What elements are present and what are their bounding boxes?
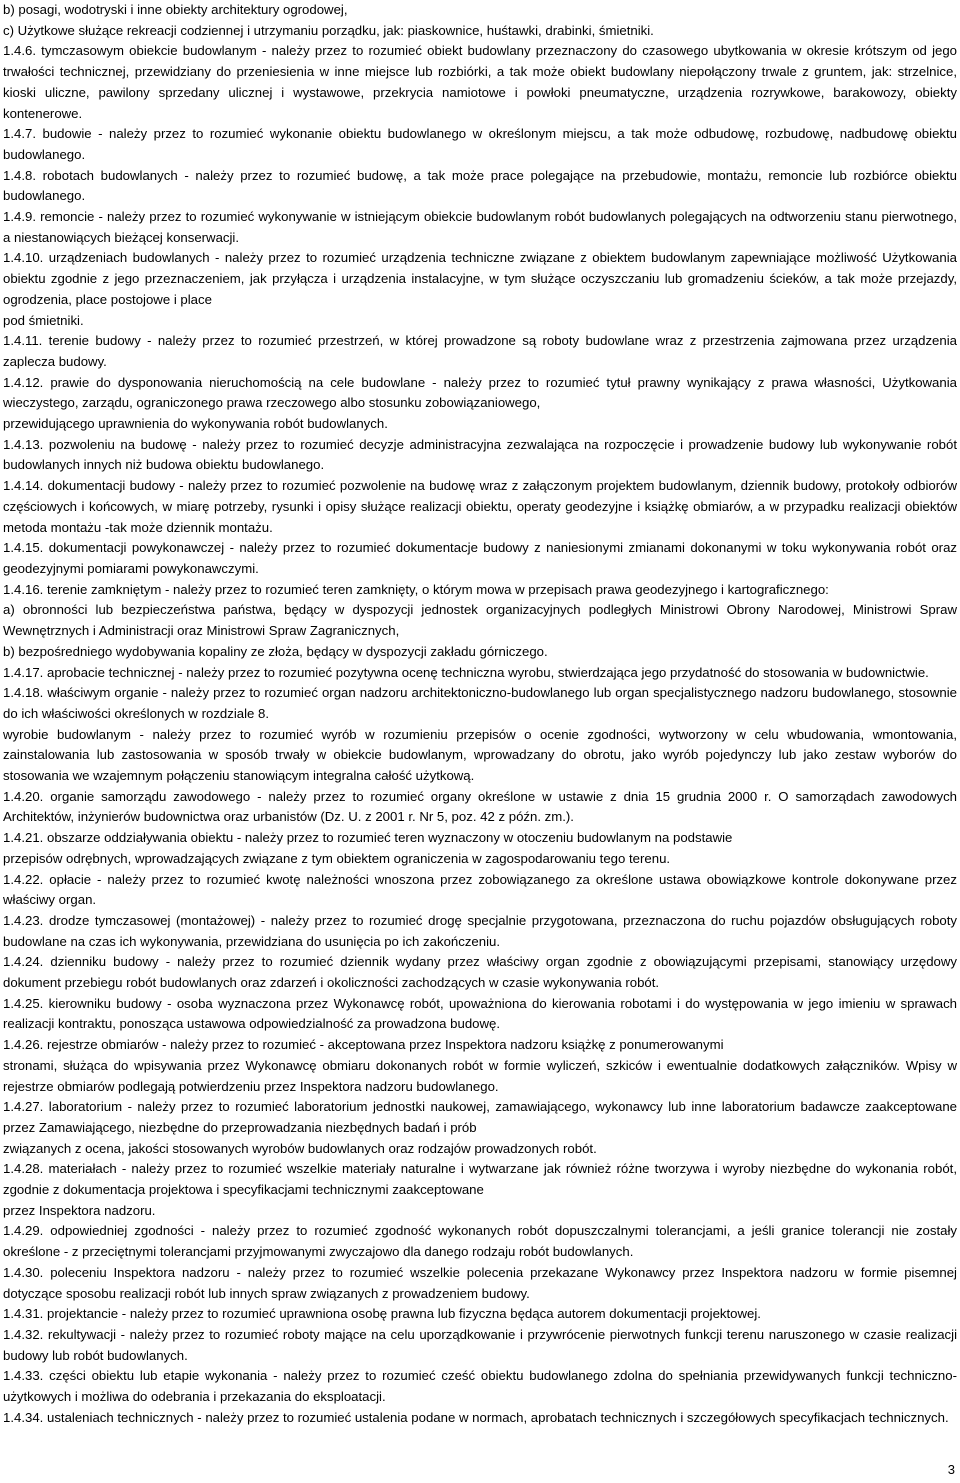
- definition-1-4-12: 1.4.12. prawie do dysponowania nieruchomością na cele budowlane - należy przez to rozumieć tytuł prawny wynikający z prawa własności, Użytkowania wieczystego, zarządu, ograniczonego prawa rzeczowego albo stosunku zobowiązaniowego,: [3, 374, 957, 411]
- definition-1-4-7: 1.4.7. budowie - należy przez to rozumieć wykonanie obiektu budowlanego w określonym miejscu, a tak może odbudowę, rozbudowę, nadbudowę obiektu budowlanego.: [3, 126, 957, 162]
- definition-1-4-24: 1.4.24. dzienniku budowy - należy przez to rozumieć dziennik wydany przez właściwy organ zgodnie z obowiązującymi przepisami, stanowiący urzędowy dokument przebiegu robót budowlanych oraz zdarzeń i okoliczności zachodzących w czasie wykonywania robót.: [3, 954, 957, 991]
- definition-1-4-15: 1.4.15. dokumentacji powykonawczej - należy przez to rozumieć dokumentacje budowy z naniesionymi zmianami dokonanymi w toku wykonywania robót oraz geodezyjnymi pomiarami powykonawczymi.: [3, 540, 957, 576]
- definition-1-4-16-item-a: a) obronności lub bezpieczeństwa państwa, będący w dyspozycji jednostek organizacyjnych podległych Ministrowi Obrony Narodowej, Ministrowi Spraw Wewnętrznych i Administracji oraz Ministrowi Spraw Zagranicznych,: [3, 602, 957, 639]
- definition-1-4-6: 1.4.6. tymczasowym obiekcie budowlanym - należy przez to rozumieć obiekt budowlany przeznaczony do czasowego ubytkowania w okresie krótszym od jego trwałości technicznej, przewidziany do przeniesienia w inne miejsce lub rozbiórki, a tak może obiekt budowlany niepołączony trwale z gruntem, jak: strzelnice, kioski uliczne, pawilony sprzedany ulicznej i wystawowe, przekrycia namiotowe i powłoki pneumatyczne, urządzenia rozrywkowe, barakowozy, obiekty kontenerowe.: [3, 43, 957, 121]
- definition-1-4-32: 1.4.32. rekultywacji - należy przez to rozumieć roboty mające na celu uporządkowanie i przywrócenie pierwotnych funkcji terenu naruszonego w czasie realizacji budowy lub robót budowlanych.: [3, 1327, 957, 1363]
- definition-1-4-20: 1.4.20. organie samorządu zawodowego - należy przez to rozumieć organy określone w ustawie z dnia 15 grudnia 2000 r. O samorządach zawodowych Architektów, inżynierów budownictwa oraz urbanistów (Dz. U. z 2001 r. Nr 5, poz. 42 z późn. zm.).: [3, 788, 957, 825]
- definition-1-4-28-continued: przez Inspektora nadzoru.: [3, 1202, 156, 1218]
- definition-1-4-26-continued: stronami, służąca do wpisywania przez Wykonawcę obmiaru dokonanych robót w formie wyliczeń, szkiców i ewentualnie dodatkowych załączników. Wpisy w rejestrze obmiarów podlegają potwierdzeniu przez Inspektora nadzoru budowlanego.: [3, 1057, 957, 1094]
- definition-1-4-10: 1.4.10. urządzeniach budowlanych - należy przez to rozumieć urządzenia techniczne związane z obiektem budowlanym zapewniające możliwość Użytkowania obiektu zgodnie z jego przeznaczeniem, jak przyłącza i urządzenia instalacyjne, w tym służące oczyszczaniu lub gromadzeniu ścieków, a tak może przejazdy, ogrodzenia, place postojowe i place: [3, 250, 957, 307]
- definition-1-4-14: 1.4.14. dokumentacji budowy - należy przez to rozumieć pozwolenie na budowę wraz z załączonym projektem budowlanym, dziennik budowy, protokoły odbiorów częściowych i końcowych, w miarę potrzeby, rysunki i opisy służące realizacji obiektu, operaty geodezyjne i książkę obmiarów, a w przypadku realizacji obiektów metoda montażu -tak może dziennik montażu.: [3, 478, 957, 535]
- page-number: 3: [947, 1462, 955, 1477]
- definition-1-4-31: 1.4.31. projektancie - należy przez to rozumieć uprawniona osobę prawna lub fizyczna będąca autorem dokumentacji projektowej.: [3, 1306, 761, 1322]
- list-item-c: c) Użytkowe służące rekreacji codziennej i utrzymaniu porządku, jak: piaskownice, huśtawki, drabinki, śmietniki.: [3, 22, 654, 38]
- definition-wyrob-budowlany: wyrobie budowlanym - należy przez to rozumieć wyrób w rozumieniu przepisów o ocenie zgodności, wytworzony w celu wbudowania, wmontowania, zainstalowania lub zastosowania w sposób trwały w obiekcie budowlanym, wprowadzany do obrotu, jako wyrób pojedynczy lub jako zestaw wyborów do stosowania we wzajemnym połączeniu stanowiącym integralna całość użytkową.: [3, 726, 957, 784]
- definition-1-4-25: 1.4.25. kierowniku budowy - osoba wyznaczona przez Wykonawcę robót, upoważniona do kierowania robotami i do występowania w jego imieniu w sprawach realizacji kontraktu, ponosząca ustawowa odpowiedzialność za prowadzona budowę.: [3, 995, 957, 1032]
- definition-1-4-9: 1.4.9. remoncie - należy przez to rozumieć wykonywanie w istniejącym obiekcie budowlanym robót budowlanych polegających na odtworzeniu stanu pierwotnego, a niestanowiących bieżącej konserwacji.: [3, 209, 957, 245]
- definition-1-4-13: 1.4.13. pozwoleniu na budowę - należy przez to rozumieć decyzje administracyjna zezwalająca na rozpoczęcie i prowadzenie budowy lub wykonywanie robót budowlanych innych niż budowa obiektu budowlanego.: [3, 436, 957, 473]
- document-body: [3, 0, 957, 1429]
- definition-1-4-21-continued: przepisów odrębnych, wprowadzających związane z tym obiektem ograniczenia w zagospodarowaniu tego terenu.: [3, 850, 671, 866]
- definition-1-4-27-continued: związanych z ocena, jakości stosowanych wyrobów budowlanych oraz rodzajów prowadzonych robót.: [3, 1140, 597, 1156]
- definition-1-4-16: 1.4.16. terenie zamkniętym - należy przez to rozumieć teren zamknięty, o którym mowa w przepisach prawa geodezyjnego i kartograficznego:: [3, 581, 829, 597]
- definition-1-4-27: 1.4.27. laboratorium - należy przez to rozumieć laboratorium jednostki naukowej, zamawiającego, wykonawcy lub inne laboratorium badawcze zaakceptowane przez Zamawiającego, niezbędne do przeprowadzania niezbędnych badań i prób: [3, 1099, 957, 1135]
- definition-1-4-16-item-b: b) bezpośredniego wydobywania kopaliny ze złoża, będący w dyspozycji zakładu górniczego.: [3, 643, 548, 659]
- list-item-b: b) posagi, wodotryski i inne obiekty architektury ogrodowej,: [3, 2, 348, 17]
- definition-1-4-18: 1.4.18. właściwym organie - należy przez to rozumieć organ nadzoru architektoniczno-budowlanego lub organ specjalistycznego nadzoru budowlanego, stosownie do ich właściwości określonych w rozdziale 8.: [3, 685, 957, 721]
- definition-1-4-11: 1.4.11. terenie budowy - należy przez to rozumieć przestrzeń, w której prowadzone są roboty budowlane wraz z przestrzenia zajmowana przez urządzenia zaplecza budowy.: [3, 333, 957, 369]
- definition-1-4-23: 1.4.23. drodze tymczasowej (montażowej) - należy przez to rozumieć drogę specjalnie przygotowana, przeznaczona do ruchu pojazdów obsługujących roboty budowlane na czas ich wykonywania, przewidziana do usunięcia po ich zakończeniu.: [3, 912, 957, 949]
- definition-1-4-29: 1.4.29. odpowiedniej zgodności - należy przez to rozumieć zgodność wykonanych robót dopuszczalnymi tolerancjami, a jeśli granice tolerancji nie zostały określone - z przeciętnymi tolerancjami przyjmowanymi zwyczajowo dla danego rodzaju robót budowlanych.: [3, 1223, 957, 1260]
- definition-1-4-22: 1.4.22. opłacie - należy przez to rozumieć kwotę należności wnoszona przez zobowiązanego za określone ustawa obowiązkowe kontrole dokonywane przez właściwy organ.: [3, 871, 957, 908]
- definition-1-4-28: 1.4.28. materiałach - należy przez to rozumieć wszelkie materiały naturalne i wytwarzane jak również różne tworzywa i wyroby niezbędne do wykonania robót, zgodnie z dokumentacja projektowa i specyfikacjami technicznymi zaakceptowane: [3, 1161, 957, 1198]
- definition-1-4-8: 1.4.8. robotach budowlanych - należy przez to rozumieć budowę, a tak może prace polegające na przebudowie, montażu, remoncie lub rozbiórce obiektu budowlanego.: [3, 167, 957, 204]
- definition-1-4-10-continued: pod śmietniki.: [3, 312, 84, 328]
- definition-1-4-21: 1.4.21. obszarze oddziaływania obiektu - należy przez to rozumieć teren wyznaczony w otoczeniu budowlanym na podstawie: [3, 830, 733, 846]
- definition-1-4-17: 1.4.17. aprobacie technicznej - należy przez to rozumieć pozytywna ocenę techniczna wyrobu, stwierdzająca jego przydatność do stosowania w budownictwie.: [3, 664, 929, 680]
- definition-1-4-33: 1.4.33. części obiektu lub etapie wykonania - należy przez to rozumieć cześć obiektu budowlanego zdolna do spełniania przewidywanych funkcji techniczno-użytkowych i możliwa do odebrania i przekazania do eksploatacji.: [3, 1368, 957, 1405]
- definition-1-4-26: 1.4.26. rejestrze obmiarów - należy przez to rozumieć - akceptowana przez Inspektora nadzoru książkę z ponumerowanymi: [3, 1037, 724, 1053]
- definition-1-4-30: 1.4.30. poleceniu Inspektora nadzoru - należy przez to rozumieć wszelkie polecenia przekazane Wykonawcy przez Inspektora nadzoru w formie pisemnej dotyczące sposobu realizacji robót lub innych spraw związanych z prowadzeniem budowy.: [3, 1264, 957, 1301]
- definition-1-4-34: 1.4.34. ustaleniach technicznych - należy przez to rozumieć ustalenia podane w normach, aprobatach technicznych i szczegółowych specyfikacjach technicznych.: [3, 1409, 949, 1425]
- definition-1-4-12-continued: przewidującego uprawnienia do wykonywania robót budowlanych.: [3, 416, 388, 432]
